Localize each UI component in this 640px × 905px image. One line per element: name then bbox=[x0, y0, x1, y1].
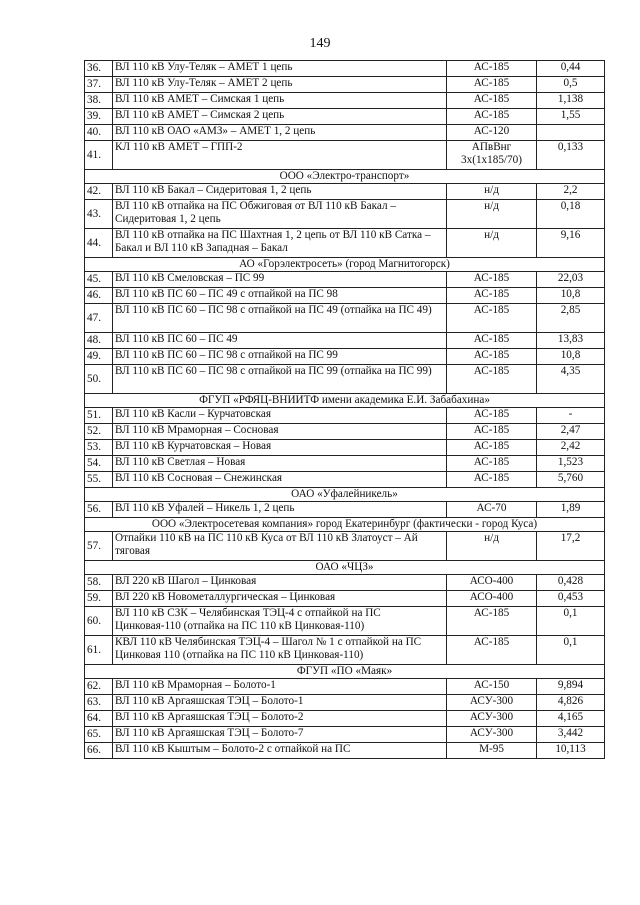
table-row bbox=[85, 77, 605, 93]
section-title: АО «Горэлектросеть» (город Магнитогорск) bbox=[85, 258, 605, 272]
wire-type: АСУ-300 bbox=[447, 711, 537, 727]
line-length: 2,85 bbox=[537, 304, 605, 333]
table-row bbox=[85, 349, 605, 365]
line-name: ВЛ 110 кВ Смеловская – ПС 99 bbox=[113, 272, 447, 288]
row-number: 51. bbox=[85, 408, 113, 424]
table-row bbox=[85, 743, 605, 759]
table-row bbox=[85, 727, 605, 743]
table-row bbox=[85, 61, 605, 77]
line-name: ВЛ 110 кВ отпайка на ПС Обжиговая от ВЛ 110 кВ Бакал – Сидеритовая 1, 2 цепь bbox=[113, 200, 447, 229]
line-name: ВЛ 110 кВ АМЕТ – Симская 2 цепь bbox=[113, 109, 447, 125]
section-title: ОАО «Уфалейникель» bbox=[85, 488, 605, 502]
line-name: ВЛ 110 кВ ПС 60 – ПС 49 bbox=[113, 333, 447, 349]
table-row bbox=[85, 502, 605, 518]
line-length: 2,47 bbox=[537, 424, 605, 440]
line-length: 4,165 bbox=[537, 711, 605, 727]
row-number: 43. bbox=[85, 200, 113, 229]
line-length: 0,18 bbox=[537, 200, 605, 229]
wire-type: АС-185 bbox=[447, 456, 537, 472]
table-row bbox=[85, 424, 605, 440]
section-title: ООО «Электро-транспорт» bbox=[85, 170, 605, 184]
row-number: 42. bbox=[85, 184, 113, 200]
table-body bbox=[85, 61, 605, 759]
table-row bbox=[85, 408, 605, 424]
wire-type: АС-185 bbox=[447, 349, 537, 365]
line-name: ВЛ 110 кВ СЗК – Челябинская ТЭЦ-4 с отпайкой на ПС Цинковая-110 (отпайка на ПС 110 кВ Цинковая-110) bbox=[113, 607, 447, 636]
line-name: ВЛ 220 кВ Новометаллургическая – Цинковая bbox=[113, 591, 447, 607]
wire-type: АС-185 bbox=[447, 333, 537, 349]
wire-type: АСО-400 bbox=[447, 575, 537, 591]
row-number: 53. bbox=[85, 440, 113, 456]
row-number: 40. bbox=[85, 125, 113, 141]
line-length: 2,42 bbox=[537, 440, 605, 456]
wire-type: АС-185 bbox=[447, 77, 537, 93]
line-length: - bbox=[537, 408, 605, 424]
table-row bbox=[85, 141, 605, 170]
line-name: ВЛ 110 кВ Светлая – Новая bbox=[113, 456, 447, 472]
line-name: ВЛ 110 кВ Аргаяшская ТЭЦ – Болото-1 bbox=[113, 695, 447, 711]
table-row bbox=[85, 304, 605, 333]
line-name: ВЛ 110 кВ Аргаяшская ТЭЦ – Болото-2 bbox=[113, 711, 447, 727]
wire-type: АС-185 bbox=[447, 109, 537, 125]
row-number: 37. bbox=[85, 77, 113, 93]
table-row bbox=[85, 532, 605, 561]
wire-type: АС-185 bbox=[447, 272, 537, 288]
row-number: 45. bbox=[85, 272, 113, 288]
row-number: 58. bbox=[85, 575, 113, 591]
table-row bbox=[85, 93, 605, 109]
line-length: 4,826 bbox=[537, 695, 605, 711]
section-header-row bbox=[85, 518, 605, 532]
wire-type: М-95 bbox=[447, 743, 537, 759]
wire-type: н/д bbox=[447, 200, 537, 229]
table-row bbox=[85, 229, 605, 258]
line-length: 1,138 bbox=[537, 93, 605, 109]
row-number: 66. bbox=[85, 743, 113, 759]
line-name: ВЛ 110 кВ Курчатовская – Новая bbox=[113, 440, 447, 456]
line-length bbox=[537, 125, 605, 141]
wire-type: АС-185 bbox=[447, 408, 537, 424]
row-number: 62. bbox=[85, 679, 113, 695]
line-name: Отпайки 110 кВ на ПС 110 кВ Куса от ВЛ 110 кВ Златоуст – Ай тяговая bbox=[113, 532, 447, 561]
row-number: 63. bbox=[85, 695, 113, 711]
row-number: 48. bbox=[85, 333, 113, 349]
line-length: 17,2 bbox=[537, 532, 605, 561]
wire-type: АСО-400 bbox=[447, 591, 537, 607]
wire-type: АС-185 bbox=[447, 607, 537, 636]
wire-type: АС-70 bbox=[447, 502, 537, 518]
table-row bbox=[85, 200, 605, 229]
row-number: 47. bbox=[85, 304, 113, 333]
wire-type: н/д bbox=[447, 532, 537, 561]
row-number: 50. bbox=[85, 365, 113, 394]
line-length: 0,453 bbox=[537, 591, 605, 607]
wire-type: АС-185 bbox=[447, 424, 537, 440]
line-name: ВЛ 110 кВ ПС 60 – ПС 98 с отпайкой на ПС 49 (отпайка на ПС 49) bbox=[113, 304, 447, 333]
table-row bbox=[85, 184, 605, 200]
wire-type: АС-185 bbox=[447, 288, 537, 304]
line-length: 0,133 bbox=[537, 141, 605, 170]
line-name: ВЛ 110 кВ Бакал – Сидеритовая 1, 2 цепь bbox=[113, 184, 447, 200]
wire-type: н/д bbox=[447, 229, 537, 258]
row-number: 61. bbox=[85, 636, 113, 665]
row-number: 55. bbox=[85, 472, 113, 488]
table-row bbox=[85, 365, 605, 394]
table-row bbox=[85, 109, 605, 125]
line-name: КВЛ 110 кВ Челябинская ТЭЦ-4 – Шагол № 1 с отпайкой на ПС Цинковая 110 (отпайка на ПС 110 кВ Цинковая-110) bbox=[113, 636, 447, 665]
table-row bbox=[85, 636, 605, 665]
table-row bbox=[85, 711, 605, 727]
line-name: ВЛ 110 кВ Уфалей – Никель 1, 2 цепь bbox=[113, 502, 447, 518]
row-number: 49. bbox=[85, 349, 113, 365]
line-name: ВЛ 110 кВ Мраморная – Болото-1 bbox=[113, 679, 447, 695]
line-name: ВЛ 110 кВ ПС 60 – ПС 98 с отпайкой на ПС 99 (отпайка на ПС 99) bbox=[113, 365, 447, 394]
wire-type: АПвВнг 3х(1х185/70) bbox=[447, 141, 537, 170]
wire-type: АС-150 bbox=[447, 679, 537, 695]
line-name: ВЛ 110 кВ Улу-Теляк – АМЕТ 2 цепь bbox=[113, 77, 447, 93]
line-length: 22,03 bbox=[537, 272, 605, 288]
wire-type: АС-185 bbox=[447, 304, 537, 333]
line-name: ВЛ 110 кВ Сосновая – Снежинская bbox=[113, 472, 447, 488]
line-length: 13,83 bbox=[537, 333, 605, 349]
line-name: ВЛ 110 кВ ПС 60 – ПС 98 с отпайкой на ПС 99 bbox=[113, 349, 447, 365]
table-row bbox=[85, 472, 605, 488]
line-length: 1,89 bbox=[537, 502, 605, 518]
line-length: 9,894 bbox=[537, 679, 605, 695]
section-title: ФГУП «РФЯЦ-ВНИИТФ имени академика Е.И. Забабахина» bbox=[85, 394, 605, 408]
line-length: 5,760 bbox=[537, 472, 605, 488]
wire-type: АС-185 bbox=[447, 636, 537, 665]
row-number: 38. bbox=[85, 93, 113, 109]
line-length: 0,44 bbox=[537, 61, 605, 77]
section-header-row bbox=[85, 488, 605, 502]
wire-type: АС-185 bbox=[447, 440, 537, 456]
line-name: ВЛ 220 кВ Шагол – Цинковая bbox=[113, 575, 447, 591]
section-header-row bbox=[85, 665, 605, 679]
section-title: ОАО «ЧЦЗ» bbox=[85, 561, 605, 575]
page-number: 149 bbox=[309, 36, 331, 51]
section-header-row bbox=[85, 394, 605, 408]
table-row bbox=[85, 456, 605, 472]
row-number: 36. bbox=[85, 61, 113, 77]
line-name: ВЛ 110 кВ Касли – Курчатовская bbox=[113, 408, 447, 424]
section-header-row bbox=[85, 170, 605, 184]
line-length: 10,113 bbox=[537, 743, 605, 759]
line-length: 1,55 bbox=[537, 109, 605, 125]
line-length: 0,1 bbox=[537, 607, 605, 636]
line-length: 10,8 bbox=[537, 288, 605, 304]
wire-type: н/д bbox=[447, 184, 537, 200]
wire-type: АС-185 bbox=[447, 365, 537, 394]
table-row bbox=[85, 272, 605, 288]
line-length: 3,442 bbox=[537, 727, 605, 743]
row-number: 46. bbox=[85, 288, 113, 304]
table-row bbox=[85, 288, 605, 304]
wire-type: АСУ-300 bbox=[447, 727, 537, 743]
line-name: ВЛ 110 кВ Аргаяшская ТЭЦ – Болото-7 bbox=[113, 727, 447, 743]
line-length: 0,428 bbox=[537, 575, 605, 591]
line-length: 9,16 bbox=[537, 229, 605, 258]
line-length: 10,8 bbox=[537, 349, 605, 365]
section-title: ФГУП «ПО «Маяк» bbox=[85, 665, 605, 679]
wire-type: АС-120 bbox=[447, 125, 537, 141]
table-row bbox=[85, 679, 605, 695]
table-row bbox=[85, 695, 605, 711]
row-number: 56. bbox=[85, 502, 113, 518]
row-number: 44. bbox=[85, 229, 113, 258]
row-number: 41. bbox=[85, 141, 113, 170]
row-number: 57. bbox=[85, 532, 113, 561]
wire-type: АСУ-300 bbox=[447, 695, 537, 711]
section-header-row bbox=[85, 258, 605, 272]
row-number: 52. bbox=[85, 424, 113, 440]
line-length: 1,523 bbox=[537, 456, 605, 472]
row-number: 54. bbox=[85, 456, 113, 472]
line-name: КЛ 110 кВ АМЕТ – ГПП-2 bbox=[113, 141, 447, 170]
table-row bbox=[85, 440, 605, 456]
table-row bbox=[85, 125, 605, 141]
wire-type: АС-185 bbox=[447, 61, 537, 77]
line-name: ВЛ 110 кВ отпайка на ПС Шахтная 1, 2 цепь от ВЛ 110 кВ Сатка – Бакал и ВЛ 110 кВ Западная – Бакал bbox=[113, 229, 447, 258]
row-number: 39. bbox=[85, 109, 113, 125]
line-name: ВЛ 110 кВ ОАО «АМЗ» – АМЕТ 1, 2 цепь bbox=[113, 125, 447, 141]
line-length: 2,2 bbox=[537, 184, 605, 200]
line-name: ВЛ 110 кВ Улу-Теляк – АМЕТ 1 цепь bbox=[113, 61, 447, 77]
line-length: 4,35 bbox=[537, 365, 605, 394]
power-lines-table bbox=[84, 60, 605, 759]
table-row bbox=[85, 607, 605, 636]
section-title: ООО «Электросетевая компания» город Екатеринбург (фактически - город Куса) bbox=[85, 518, 605, 532]
wire-type: АС-185 bbox=[447, 472, 537, 488]
section-header-row bbox=[85, 561, 605, 575]
row-number: 64. bbox=[85, 711, 113, 727]
wire-type: АС-185 bbox=[447, 93, 537, 109]
line-name: ВЛ 110 кВ АМЕТ – Симская 1 цепь bbox=[113, 93, 447, 109]
line-name: ВЛ 110 кВ Мраморная – Сосновая bbox=[113, 424, 447, 440]
row-number: 65. bbox=[85, 727, 113, 743]
row-number: 60. bbox=[85, 607, 113, 636]
line-name: ВЛ 110 кВ ПС 60 – ПС 49 с отпайкой на ПС 98 bbox=[113, 288, 447, 304]
table-row bbox=[85, 591, 605, 607]
row-number: 59. bbox=[85, 591, 113, 607]
table-row bbox=[85, 575, 605, 591]
line-length: 0,1 bbox=[537, 636, 605, 665]
table-row bbox=[85, 333, 605, 349]
line-length: 0,5 bbox=[537, 77, 605, 93]
line-name: ВЛ 110 кВ Кыштым – Болото-2 с отпайкой на ПС bbox=[113, 743, 447, 759]
